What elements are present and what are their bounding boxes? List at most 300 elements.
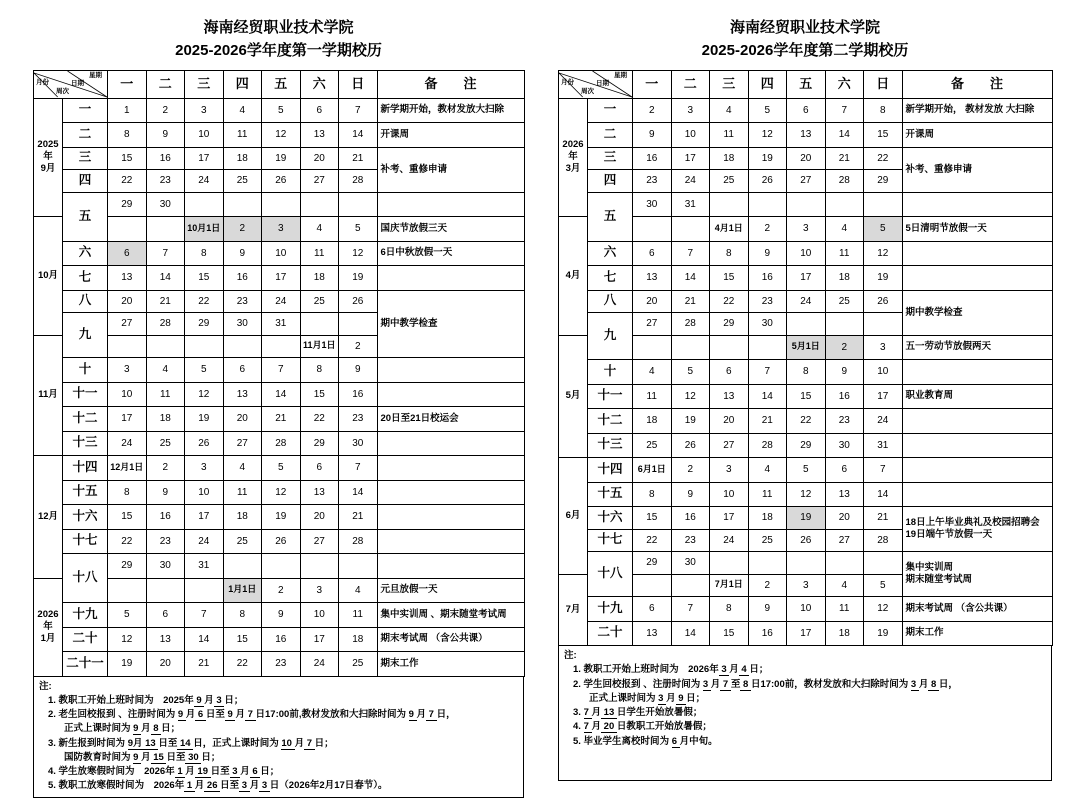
date-cell	[748, 552, 787, 575]
date-cell: 20	[633, 290, 672, 313]
date-cell: 22	[108, 529, 147, 554]
date-cell: 7	[671, 597, 710, 622]
remark-cell	[902, 192, 1052, 217]
date-cell: 16	[825, 384, 864, 409]
date-cell: 14	[864, 482, 903, 507]
week-row	[559, 335, 1053, 360]
date-cell: 16	[748, 621, 787, 646]
remark-cell: 五一劳动节放假两天	[902, 335, 1052, 360]
date-cell: 27	[710, 433, 749, 458]
date-cell: 16	[223, 266, 262, 291]
date-cell	[748, 335, 787, 360]
date-cell: 6月1日	[633, 458, 672, 483]
date-cell: 11	[223, 123, 262, 148]
date-cell: 14	[748, 384, 787, 409]
date-cell: 25	[710, 170, 749, 193]
week-row	[559, 433, 1053, 458]
remark-cell	[902, 360, 1052, 385]
date-cell	[633, 217, 672, 242]
date-cell: 5	[671, 360, 710, 385]
month-label: 2025年 9月	[34, 98, 63, 217]
date-cell: 5	[787, 458, 826, 483]
date-cell	[146, 335, 185, 358]
date-cell: 11	[825, 597, 864, 622]
week-row	[34, 603, 525, 628]
notes-label: 注:	[39, 680, 52, 692]
date-cell: 28	[825, 170, 864, 193]
date-cell: 5	[864, 217, 903, 242]
date-cell	[108, 335, 147, 358]
date-cell	[339, 192, 378, 217]
date-cell: 8	[185, 241, 224, 266]
date-cell: 11月1日	[300, 335, 339, 358]
remark-header: 备 注	[377, 70, 524, 98]
week-row	[559, 192, 1053, 217]
date-cell: 19	[864, 266, 903, 291]
date-cell: 19	[787, 507, 826, 530]
week-number-label: 五	[63, 192, 108, 241]
note-line: 4. 学生放寒假时间为 2026年 1 月 19 日至 3 月 6 日；	[48, 766, 280, 777]
date-cell: 5	[262, 456, 301, 481]
week-number-label: 六	[588, 241, 633, 266]
date-cell: 4	[300, 217, 339, 242]
date-cell: 31	[864, 433, 903, 458]
date-cell: 14	[146, 266, 185, 291]
corner-label-date: 日期	[71, 79, 84, 87]
date-cell: 28	[339, 170, 378, 193]
weekday-header: 五	[787, 70, 826, 98]
date-cell: 11	[223, 480, 262, 505]
note-line: 正式上课时间为 3 月 9 日；	[589, 692, 706, 704]
date-cell: 24	[671, 170, 710, 193]
date-cell: 10	[671, 123, 710, 148]
date-cell: 10	[185, 123, 224, 148]
date-cell: 17	[108, 407, 147, 432]
date-cell: 4	[825, 574, 864, 597]
date-cell: 15	[710, 266, 749, 291]
week-row	[34, 480, 525, 505]
date-cell: 16	[146, 147, 185, 170]
date-cell: 30	[633, 192, 672, 217]
date-cell	[146, 578, 185, 603]
date-cell: 26	[864, 290, 903, 313]
date-cell: 3	[185, 456, 224, 481]
weekday-header: 六	[300, 70, 339, 98]
weekday-header: 二	[671, 70, 710, 98]
date-cell: 2	[633, 98, 672, 123]
remark-cell	[902, 482, 1052, 507]
date-cell: 23	[146, 529, 185, 554]
remark-cell: 期中教学检查	[377, 290, 524, 358]
week-number-label: 十一	[63, 382, 108, 407]
date-cell: 18	[146, 407, 185, 432]
week-number-label: 七	[588, 266, 633, 291]
date-cell: 10	[864, 360, 903, 385]
week-row	[34, 578, 525, 603]
date-cell	[671, 574, 710, 597]
week-number-label: 十三	[63, 431, 108, 456]
date-cell: 22	[787, 409, 826, 434]
corner-label-week: 周次	[581, 88, 594, 95]
date-cell: 11	[825, 241, 864, 266]
date-cell: 17	[787, 621, 826, 646]
date-cell: 12	[339, 241, 378, 266]
date-cell: 29	[108, 192, 147, 217]
week-number-label: 二	[63, 123, 108, 148]
date-cell: 13	[825, 482, 864, 507]
date-cell	[108, 578, 147, 603]
date-cell: 12	[864, 241, 903, 266]
week-row	[559, 552, 1053, 575]
month-label: 2026年 1月	[34, 578, 63, 676]
weekday-header: 一	[633, 70, 672, 98]
week-row	[559, 458, 1053, 483]
week-number-label: 八	[588, 290, 633, 313]
date-cell: 1月1日	[223, 578, 262, 603]
week-row	[34, 554, 525, 579]
weekday-header: 五	[262, 70, 301, 98]
date-cell: 18	[223, 505, 262, 530]
date-cell: 17	[864, 384, 903, 409]
corner-label-weekday: 星期	[614, 71, 627, 79]
note-line: 3. 7 月 13 日学生开始放暑假；	[573, 707, 703, 718]
date-cell: 12	[108, 627, 147, 652]
date-cell	[300, 554, 339, 579]
date-cell: 30	[825, 433, 864, 458]
date-cell: 3	[185, 98, 224, 123]
date-cell: 18	[339, 627, 378, 652]
note-line: 5. 毕业学生离校时间为 6 月中旬。	[573, 735, 718, 747]
date-cell: 25	[300, 290, 339, 313]
remark-cell	[902, 241, 1052, 266]
date-cell: 8	[864, 98, 903, 123]
week-number-label: 九	[63, 313, 108, 358]
date-cell: 10	[787, 241, 826, 266]
date-cell: 10	[108, 382, 147, 407]
date-cell: 4	[710, 98, 749, 123]
date-cell: 16	[262, 627, 301, 652]
week-number-label: 十	[63, 358, 108, 383]
date-cell	[185, 578, 224, 603]
month-label: 6月	[559, 458, 588, 575]
date-cell: 3	[787, 574, 826, 597]
remark-cell	[377, 529, 524, 554]
remark-cell: 5日清明节放假一天	[902, 217, 1052, 242]
date-cell: 24	[185, 529, 224, 554]
date-cell: 12	[262, 480, 301, 505]
date-cell: 8	[710, 597, 749, 622]
remark-cell: 补考、重修申请	[377, 147, 524, 192]
week-number-label: 八	[63, 290, 108, 313]
week-row	[559, 123, 1053, 148]
date-cell: 7月1日	[710, 574, 749, 597]
date-cell: 28	[864, 529, 903, 552]
week-number-label: 十七	[588, 529, 633, 552]
week-number-label: 九	[588, 313, 633, 360]
notes-section	[558, 645, 1052, 781]
date-cell: 6	[300, 98, 339, 123]
date-cell: 20	[146, 652, 185, 677]
date-cell: 20	[787, 147, 826, 170]
date-cell: 22	[300, 407, 339, 432]
date-cell	[185, 192, 224, 217]
date-cell: 27	[300, 170, 339, 193]
date-cell: 9	[146, 123, 185, 148]
date-cell: 19	[108, 652, 147, 677]
date-cell: 28	[146, 313, 185, 336]
week-number-label: 十九	[588, 597, 633, 622]
date-cell: 10	[185, 480, 224, 505]
remark-cell: 20日至21日校运会	[377, 407, 524, 432]
week-row	[34, 358, 525, 383]
date-cell: 3	[671, 98, 710, 123]
date-cell	[864, 313, 903, 336]
date-cell: 26	[748, 170, 787, 193]
date-cell: 12	[671, 384, 710, 409]
date-cell: 17	[262, 266, 301, 291]
corner-label-week: 周次	[56, 88, 69, 95]
date-cell: 7	[748, 360, 787, 385]
date-cell: 18	[633, 409, 672, 434]
date-cell: 18	[710, 147, 749, 170]
remark-cell: 元旦放假一天	[377, 578, 524, 603]
date-cell: 4	[223, 98, 262, 123]
date-cell: 9	[825, 360, 864, 385]
note-line: 1. 教职工开始上班时间为 2026年 3 月 4 日；	[573, 664, 769, 676]
week-row	[559, 266, 1053, 291]
week-row	[34, 652, 525, 677]
week-number-label: 十三	[588, 433, 633, 458]
week-number-label: 十二	[588, 409, 633, 434]
remark-cell: 期末考试周 （含公共课）	[377, 627, 524, 652]
date-cell	[262, 192, 301, 217]
date-cell: 26	[262, 529, 301, 554]
date-cell: 29	[633, 552, 672, 575]
note-line: 国防教育时间为 9 月 15 日至 30 日；	[64, 751, 221, 763]
date-cell	[864, 192, 903, 217]
date-cell	[223, 192, 262, 217]
weekday-header: 日	[864, 70, 903, 98]
date-cell: 2	[223, 217, 262, 242]
school-name: 海南经贸职业技术学院	[729, 19, 880, 36]
date-cell: 1	[108, 98, 147, 123]
date-cell: 23	[339, 407, 378, 432]
date-cell: 3	[262, 217, 301, 242]
date-cell: 12	[262, 123, 301, 148]
date-cell: 18	[748, 507, 787, 530]
corner-label-date: 日期	[596, 79, 609, 87]
week-row	[34, 407, 525, 432]
month-label: 11月	[34, 335, 63, 456]
notes-label: 注:	[564, 650, 577, 661]
date-cell: 17	[671, 147, 710, 170]
date-cell: 21	[146, 290, 185, 313]
date-cell: 10	[710, 482, 749, 507]
date-cell: 27	[223, 431, 262, 456]
note-line: 5. 教职工放寒假时间为 2026年 1 月 26 日至 3 月 3 日（2026年2月17日春节）。	[48, 780, 388, 792]
remark-cell	[377, 358, 524, 383]
date-cell: 2	[262, 578, 301, 603]
date-cell: 26	[262, 170, 301, 193]
date-cell: 26	[787, 529, 826, 552]
date-cell: 7	[671, 241, 710, 266]
date-cell: 19	[864, 621, 903, 646]
week-number-label: 十一	[588, 384, 633, 409]
date-cell: 29	[787, 433, 826, 458]
date-cell: 28	[262, 431, 301, 456]
date-cell: 17	[710, 507, 749, 530]
remark-cell: 18日上午毕业典礼及校园招聘会 19日端午节放假一天	[902, 507, 1052, 552]
week-number-label: 二	[588, 123, 633, 148]
date-cell: 30	[146, 192, 185, 217]
date-cell: 12月1日	[108, 456, 147, 481]
date-cell: 14	[671, 621, 710, 646]
date-cell: 22	[864, 147, 903, 170]
date-cell: 24	[262, 290, 301, 313]
date-cell: 5月1日	[787, 335, 826, 360]
week-row	[34, 98, 525, 123]
week-row	[34, 505, 525, 530]
remark-cell: 国庆节放假三天	[377, 217, 524, 242]
date-cell	[710, 335, 749, 360]
date-cell: 7	[146, 241, 185, 266]
calendar-title: 2025-2026学年度第一学期校历	[175, 42, 382, 60]
remark-cell	[377, 505, 524, 530]
date-cell: 9	[633, 123, 672, 148]
remark-cell	[902, 409, 1052, 434]
date-cell: 31	[671, 192, 710, 217]
date-cell: 8	[108, 480, 147, 505]
date-cell: 22	[223, 652, 262, 677]
calendar-table	[558, 70, 1053, 647]
date-cell: 2	[146, 456, 185, 481]
date-cell: 11	[146, 382, 185, 407]
date-cell: 8	[633, 482, 672, 507]
date-cell: 9	[223, 241, 262, 266]
date-cell: 13	[300, 480, 339, 505]
week-number-label: 五	[588, 192, 633, 241]
date-cell	[710, 552, 749, 575]
remark-cell: 集中实训周 、期末随堂考试周	[377, 603, 524, 628]
date-cell: 24	[185, 170, 224, 193]
weekday-header: 一	[108, 70, 147, 98]
date-cell: 13	[108, 266, 147, 291]
date-cell: 25	[825, 290, 864, 313]
date-cell: 2	[671, 458, 710, 483]
date-cell: 25	[223, 529, 262, 554]
date-cell: 18	[825, 266, 864, 291]
date-cell: 11	[748, 482, 787, 507]
date-cell: 12	[185, 382, 224, 407]
date-cell: 8	[300, 358, 339, 383]
date-cell: 4	[825, 217, 864, 242]
week-number-label: 十七	[63, 529, 108, 554]
date-cell: 4	[223, 456, 262, 481]
week-row	[559, 482, 1053, 507]
date-cell: 2	[339, 335, 378, 358]
week-number-label: 十六	[63, 505, 108, 530]
date-cell: 5	[185, 358, 224, 383]
week-number-label: 六	[63, 241, 108, 266]
date-cell: 27	[787, 170, 826, 193]
date-cell: 22	[633, 529, 672, 552]
remark-cell: 补考、重修申请	[902, 147, 1052, 192]
week-row	[559, 384, 1053, 409]
date-cell: 15	[108, 505, 147, 530]
date-cell: 2	[748, 217, 787, 242]
week-row	[34, 529, 525, 554]
date-cell: 14	[339, 123, 378, 148]
week-row	[34, 382, 525, 407]
date-cell: 12	[787, 482, 826, 507]
corner-label-month: 月份	[561, 78, 574, 86]
week-number-label: 一	[63, 98, 108, 123]
date-cell: 17	[185, 505, 224, 530]
date-cell: 14	[825, 123, 864, 148]
remark-cell: 新学期开始，教材发放大扫除	[377, 98, 524, 123]
date-cell: 8	[787, 360, 826, 385]
date-cell: 2	[825, 335, 864, 360]
date-cell: 17	[300, 627, 339, 652]
week-number-label: 二十	[588, 621, 633, 646]
weekday-header: 六	[825, 70, 864, 98]
week-number-label: 一	[588, 98, 633, 123]
date-cell: 6	[633, 597, 672, 622]
remark-cell: 6日中秋放假一天	[377, 241, 524, 266]
date-cell: 15	[185, 266, 224, 291]
semester-2-calendar	[558, 16, 1052, 781]
date-cell: 6	[108, 241, 147, 266]
date-cell: 3	[300, 578, 339, 603]
remark-cell: 集中实训周 期末随堂考试周	[902, 552, 1052, 597]
date-cell	[262, 335, 301, 358]
date-cell	[300, 313, 339, 336]
weekday-header: 日	[339, 70, 378, 98]
date-cell: 9	[262, 603, 301, 628]
date-cell	[825, 192, 864, 217]
date-cell: 25	[339, 652, 378, 677]
month-label: 10月	[34, 217, 63, 336]
date-cell: 14	[262, 382, 301, 407]
date-cell: 7	[185, 603, 224, 628]
calendar-header-row	[34, 70, 525, 98]
note-line: 1. 教职工开始上班时间为 2025年 9 月 3 日；	[48, 694, 244, 706]
date-cell: 30	[146, 554, 185, 579]
date-cell: 22	[108, 170, 147, 193]
date-cell: 6	[300, 456, 339, 481]
month-label: 4月	[559, 217, 588, 336]
week-row	[559, 241, 1053, 266]
date-cell: 3	[787, 217, 826, 242]
week-row	[34, 192, 525, 217]
remark-cell	[377, 554, 524, 579]
week-row	[34, 123, 525, 148]
date-cell: 6	[223, 358, 262, 383]
date-cell: 15	[108, 147, 147, 170]
date-cell: 20	[825, 507, 864, 530]
date-cell: 5	[339, 217, 378, 242]
date-cell	[825, 552, 864, 575]
week-number-label: 十五	[63, 480, 108, 505]
date-cell: 15	[300, 382, 339, 407]
date-cell: 12	[748, 123, 787, 148]
date-cell: 7	[262, 358, 301, 383]
date-cell: 9	[339, 358, 378, 383]
weekday-header: 四	[748, 70, 787, 98]
remark-cell	[377, 266, 524, 291]
date-cell: 16	[633, 147, 672, 170]
corner-label-weekday: 星期	[89, 71, 102, 79]
